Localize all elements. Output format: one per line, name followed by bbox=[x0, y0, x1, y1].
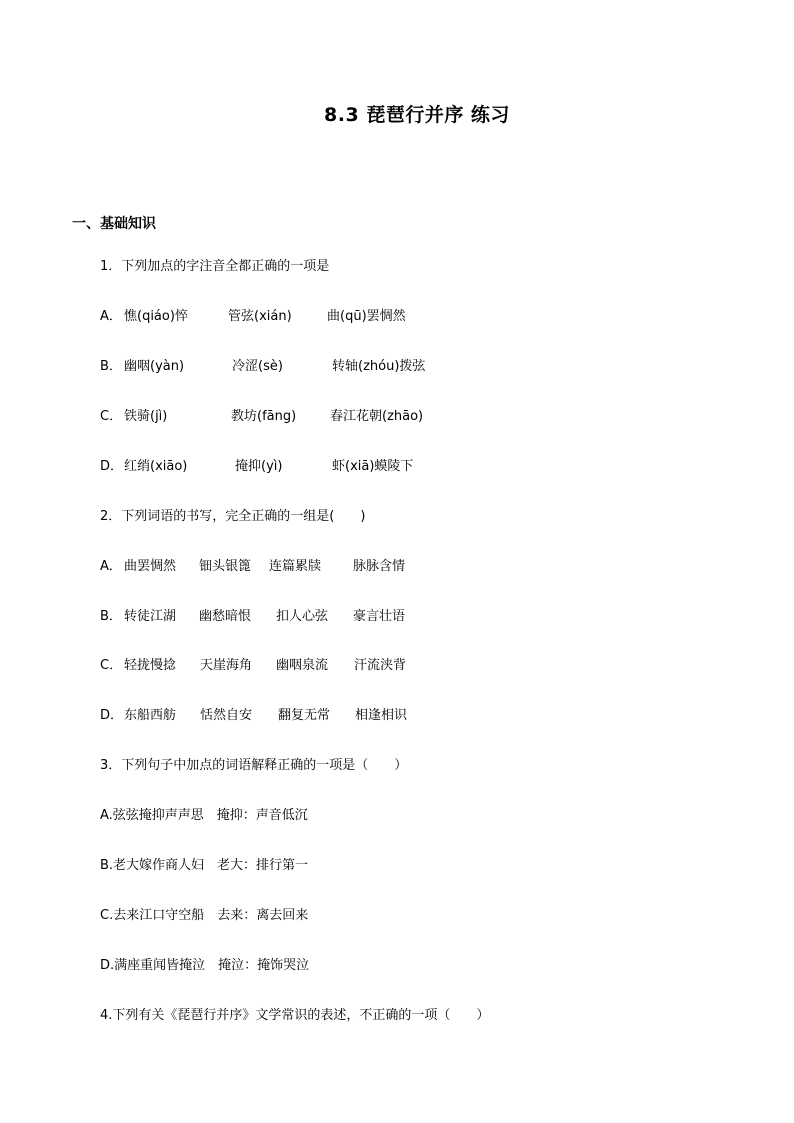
option-item: 幽愁暗恨 bbox=[199, 609, 252, 624]
question-4-stem: 4.下列有关《琵琶行并序》文学常识的表述，不正确的一项（ ） bbox=[100, 1008, 490, 1023]
question-1-option-c bbox=[100, 408, 660, 426]
option-item: 转徒江湖 bbox=[124, 609, 177, 624]
option-label: C． bbox=[100, 658, 123, 673]
option-item: 脉脉含情 bbox=[353, 559, 406, 574]
question-2-stem: 2．下列词语的书写，完全正确的一组是( ) bbox=[100, 509, 366, 524]
option-item: 幽咽(yàn) bbox=[124, 359, 185, 374]
option-item: 曲罢惆然 bbox=[124, 559, 177, 574]
option-item: 相逢相识 bbox=[355, 708, 408, 723]
question-3-option-a: A.弦弦掩抑声声思 掩抑：声音低沉 bbox=[100, 808, 308, 823]
option-item: 冷涩(sè) bbox=[232, 359, 283, 374]
section-heading-basic: 一、基础知识 bbox=[72, 216, 156, 232]
option-item: 转轴(zhóu)拨弦 bbox=[332, 359, 426, 374]
option-item: 曲(qū)罢惆然 bbox=[327, 309, 406, 324]
question-3-option-b: B.老大嫁作商人妇 老大：排行第一 bbox=[100, 858, 309, 873]
option-item: 钿头银篦 bbox=[199, 559, 252, 574]
option-item: 掩抑(yì) bbox=[235, 459, 283, 474]
question-2-option-d bbox=[100, 707, 660, 725]
question-1-option-b bbox=[100, 358, 660, 376]
option-label: D． bbox=[100, 708, 124, 723]
option-item: 恬然自安 bbox=[200, 708, 253, 723]
option-item: 铁骑(jì) bbox=[124, 409, 168, 424]
option-label: D． bbox=[100, 459, 124, 474]
question-2-option-b bbox=[100, 608, 660, 626]
option-item: 连篇累牍 bbox=[269, 559, 322, 574]
question-2-option-c bbox=[100, 657, 660, 675]
question-1-option-a bbox=[100, 308, 660, 326]
question-2-option-a bbox=[100, 558, 660, 576]
option-label: B． bbox=[100, 359, 122, 374]
page-title: 8.3 琵琶行并序 练习 bbox=[324, 104, 510, 126]
question-3-option-d: D.满座重闻皆掩泣 掩泣：掩饰哭泣 bbox=[100, 958, 310, 973]
option-label: B． bbox=[100, 609, 122, 624]
option-item: 管弦(xián) bbox=[228, 309, 292, 324]
option-item: 扣人心弦 bbox=[276, 609, 329, 624]
option-item: 豪言壮语 bbox=[353, 609, 406, 624]
option-item: 憔(qiáo)悴 bbox=[124, 309, 188, 324]
option-item: 翻复无常 bbox=[278, 708, 331, 723]
option-item: 天崖海角 bbox=[200, 658, 253, 673]
option-item: 汗流浃背 bbox=[354, 658, 407, 673]
option-label: C． bbox=[100, 409, 123, 424]
option-item: 轻拢慢捻 bbox=[124, 658, 177, 673]
option-item: 红绡(xiāo) bbox=[124, 459, 188, 474]
option-label: A． bbox=[100, 559, 122, 574]
question-3-stem: 3．下列句子中加点的词语解释正确的一项是（ ） bbox=[100, 758, 408, 773]
option-item: 教坊(fāng) bbox=[231, 409, 297, 424]
question-1-stem: 1．下列加点的字注音全都正确的一项是 bbox=[100, 259, 330, 274]
option-item: 春江花朝(zhāo) bbox=[330, 409, 424, 424]
question-3-option-c: C.去来江口守空船 去来：离去回来 bbox=[100, 908, 309, 923]
question-1-option-d bbox=[100, 458, 660, 476]
option-item: 幽咽泉流 bbox=[276, 658, 329, 673]
option-item: 东船西舫 bbox=[124, 708, 177, 723]
option-item: 虾(xiā)蟆陵下 bbox=[332, 459, 414, 474]
option-label: A． bbox=[100, 309, 122, 324]
